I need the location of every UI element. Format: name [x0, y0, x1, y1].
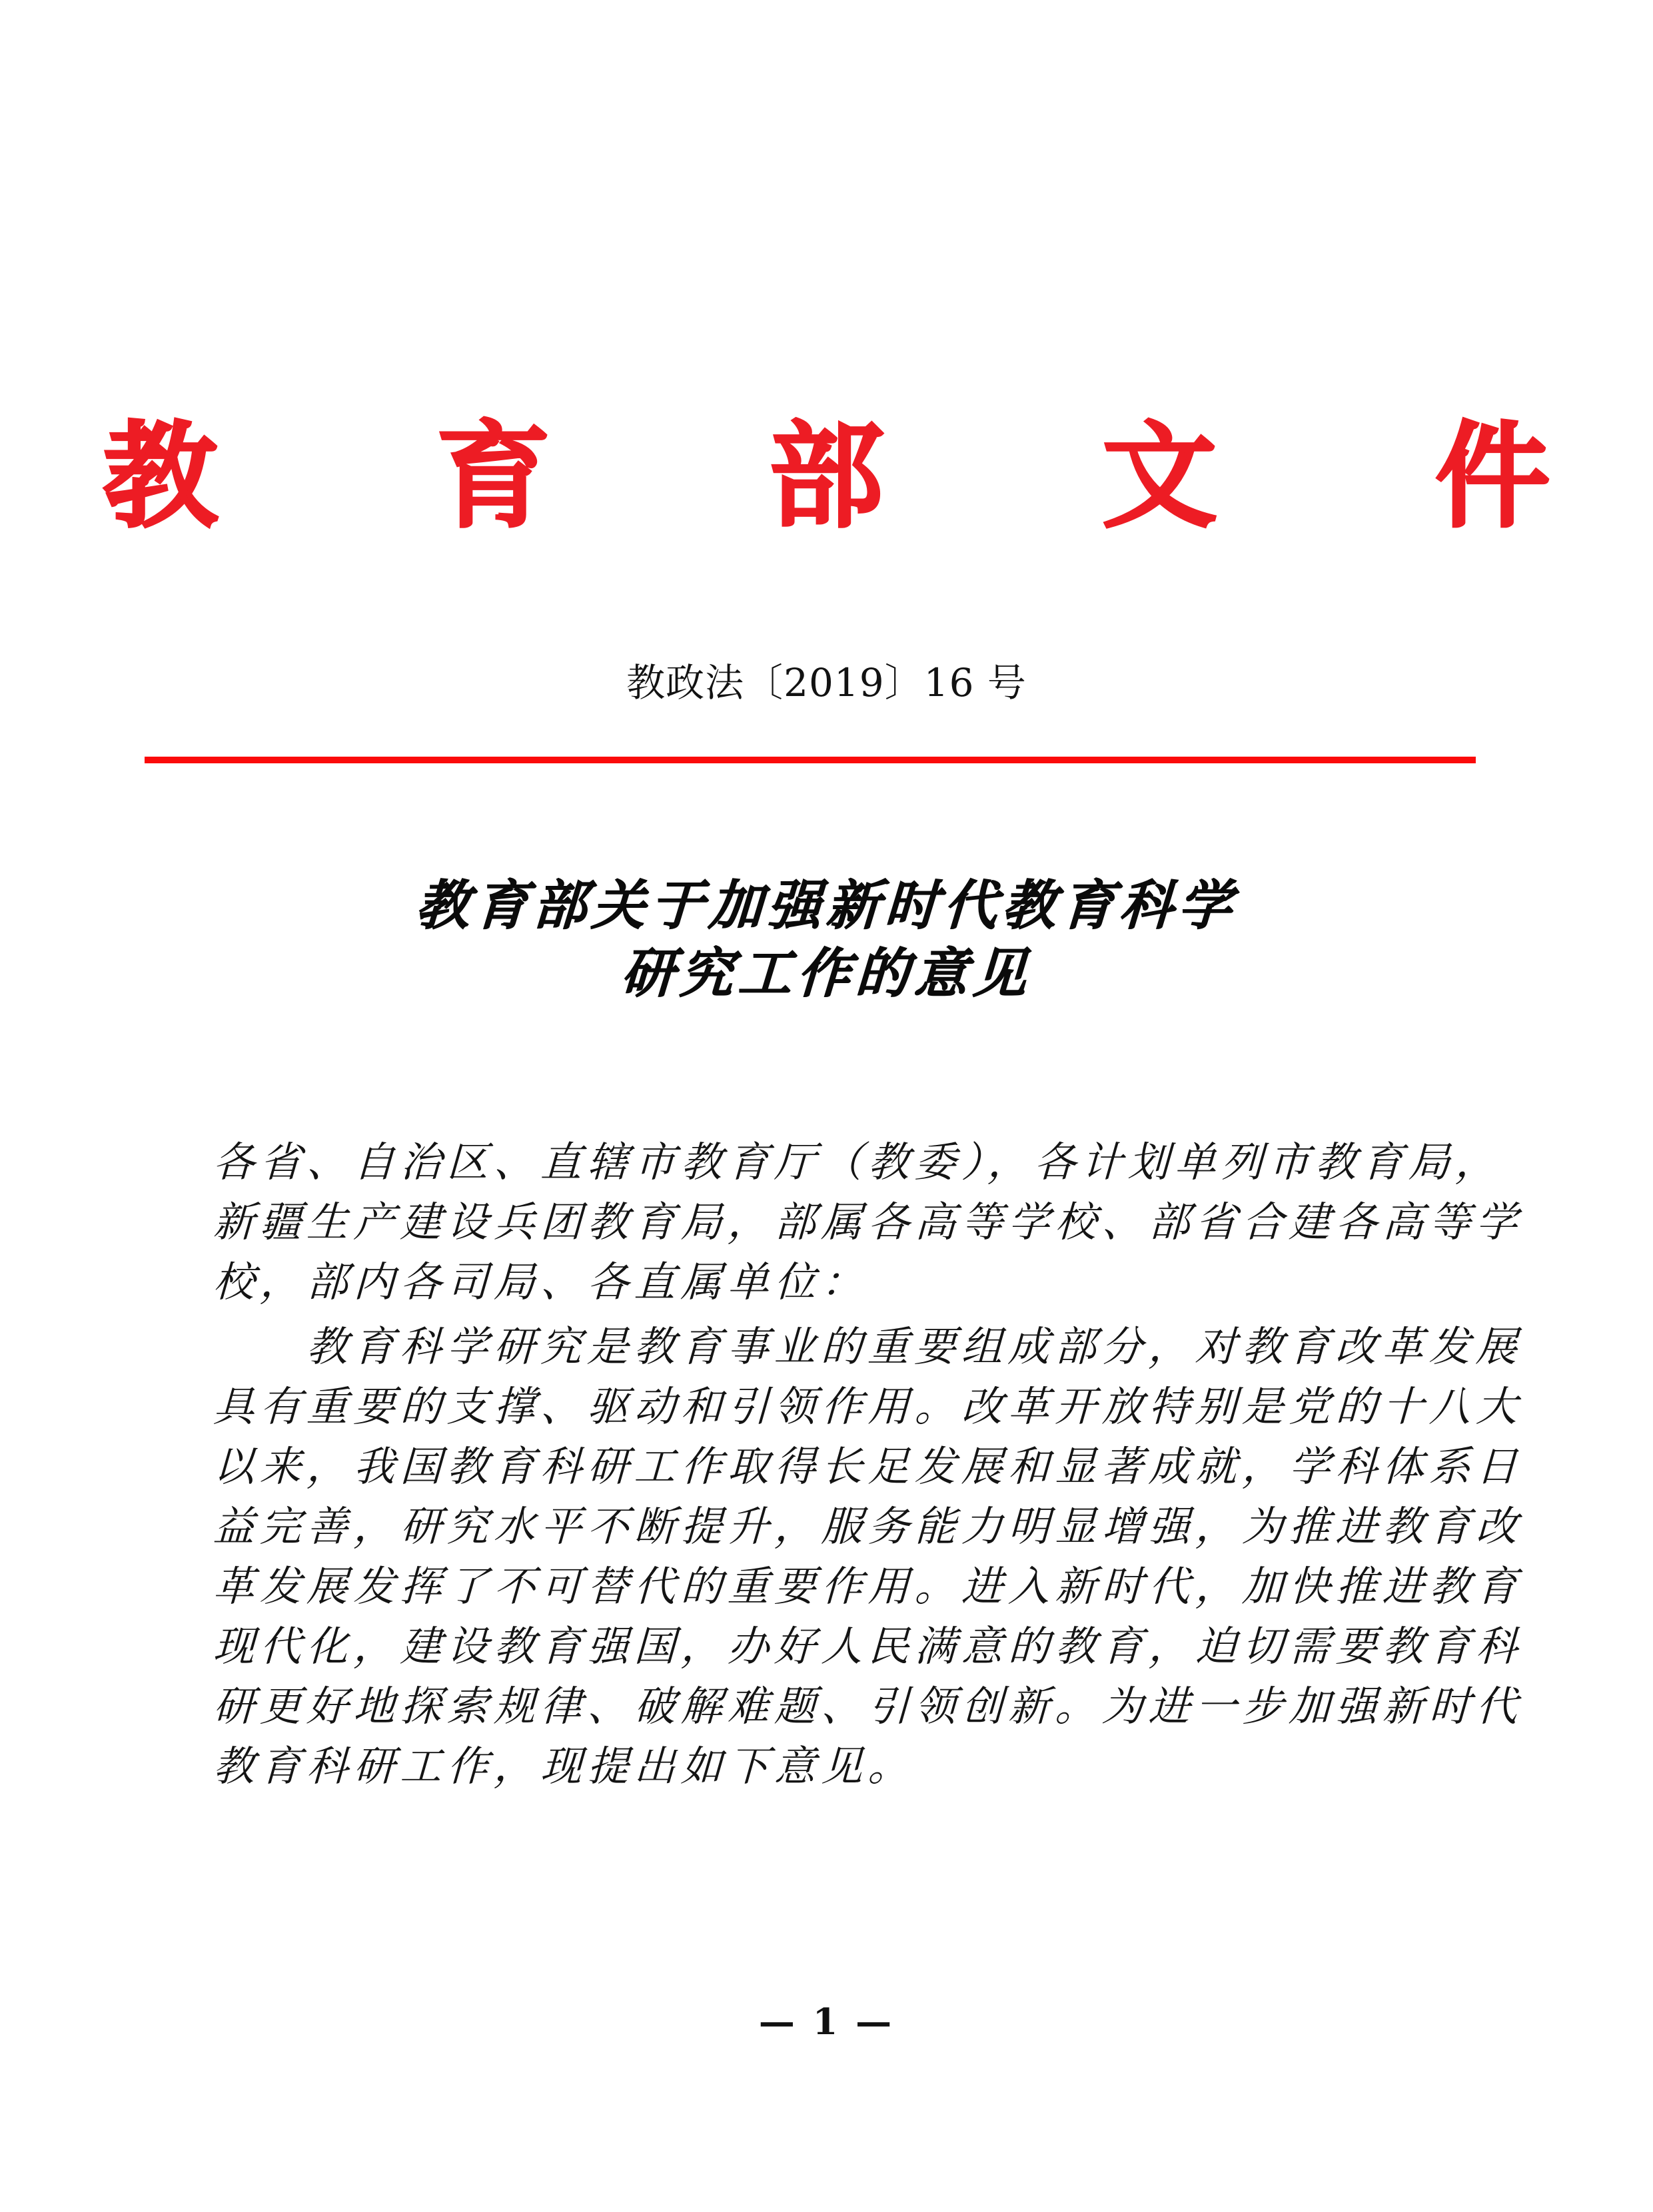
page-title: [0, 871, 1653, 1007]
document-body: [212, 1132, 1524, 1796]
body-line: 教育科学研究是教育事业的重要组成部分，对教育改革发展: [305, 1322, 1524, 1371]
red-divider-rule: [145, 757, 1476, 763]
body-line: 教育科研工作，现提出如下意见。: [212, 1742, 916, 1790]
page-number-marker: — 1 —: [758, 2000, 895, 2043]
body-line: 校，部内各司局、各直属单位：: [212, 1258, 869, 1306]
paragraph-spacer: [213, 1312, 1438, 1317]
body-line: 益完善，研究水平不断提升，服务能力明显增强，为推进教育改: [212, 1502, 1524, 1551]
masthead-banner: [0, 400, 1653, 553]
body-line: 各省、自治区、直辖市教育厅（教委），各计划单列市教育局，: [212, 1138, 1503, 1186]
masthead-title: 教 育 部 文 件: [103, 408, 1640, 544]
document-number-row: [0, 656, 1653, 709]
body-line: 革发展发挥了不可替代的重要作用。进入新时代，加快推进教育: [212, 1562, 1524, 1611]
page-title-line-2: 研究工作的意见: [620, 942, 1033, 1004]
body-line: 研更好地探索规律、破解难题、引领创新。为进一步加强新时代: [212, 1682, 1524, 1730]
body-line: 新疆生产建设兵团教育局，部属各高等学校、部省合建各高等学: [212, 1198, 1524, 1246]
page-title-line-1: 教育部关于加强新时代教育科学: [414, 874, 1239, 936]
body-line: 以来，我国教育科研工作取得长足发展和显著成就，学科体系日: [212, 1442, 1524, 1491]
page-footer: [0, 1995, 1653, 2048]
document-number: 教政法〔2019〕16 号: [626, 660, 1027, 705]
body-line: 具有重要的支撑、驱动和引领作用。改革开放特别是党的十八大: [212, 1382, 1524, 1431]
body-line: 现代化，建设教育强国，办好人民满意的教育，迫切需要教育科: [212, 1622, 1524, 1670]
